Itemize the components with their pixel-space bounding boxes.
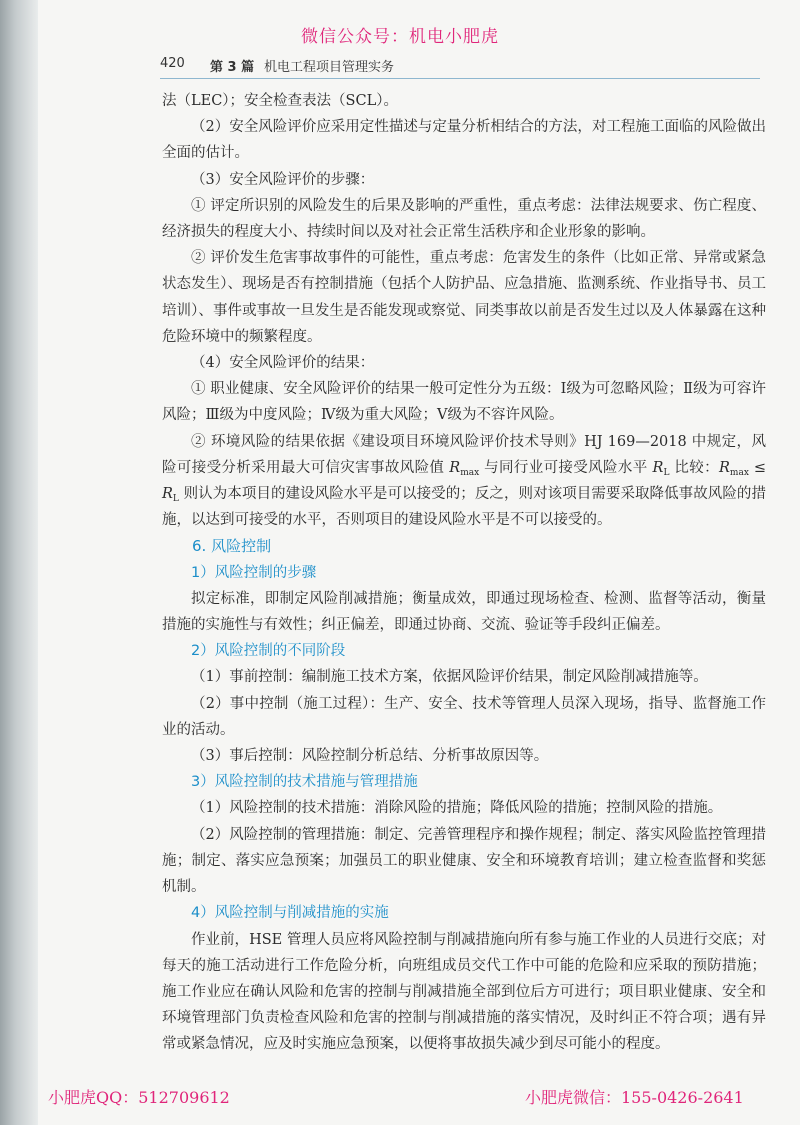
watermark-qq: 小肥虎QQ：512709612 [48, 1088, 230, 1107]
risk-formula-paragraph [162, 429, 766, 534]
text-run: 则认为本项目的建设风险水平是可以接受的；反之，则对该项目需要采取降低事故风险的措施，以达到可接受的水平，否则项目的建设风险水平是不可以接受的。 [162, 486, 766, 529]
paragraph: 作业前，HSE 管理人员应将风险控制与削减措施向所有参与施工作业的人员进行交底；对每天的施工活动进行工作危险分析，向班组成员交代工作中可能的危险和应采取的预防措施；施工作业应在确认风险和危害的控制与削减措施全部到位后方可进行；项目职业健康、安全和环境管理部门负责检查风险和危害的控制与削减措施的落实情况，及时纠正不符合项；遇有异常或紧急情况，应及时实施应急预案，以便将事故损失减少到尽可能小的程度。 [162, 931, 766, 1053]
paragraph: （4）安全风险评价的结果： [191, 355, 375, 372]
section-heading: 6. 风险控制 [192, 537, 272, 556]
var-r: R [719, 459, 730, 476]
text-run: ② 环境风险的结果依据《建设项目环境风险评价技术导则》HJ 169—2018 中规定，风险可接受分析采用最大可信灾害事故风险值 [162, 433, 766, 476]
paragraph: 拟定标准，即制定风险削减措施；衡量成效，即通过现场检查、检测、监督等活动，衡量措施的实施性与有效性；纠正偏差，即通过协商、交流、验证等手段纠正偏差。 [162, 590, 766, 634]
var-r: R [162, 486, 173, 503]
text-run: ≤ [748, 459, 767, 476]
watermark-top: 微信公众号：机电小肥虎 [301, 27, 499, 47]
paragraph: （3）事后控制：风险控制分析总结、分析事故原因等。 [191, 748, 549, 765]
paragraph: （1）风险控制的技术措施：消除风险的措施；降低风险的措施；控制风险的措施。 [191, 800, 723, 817]
chapter-title: 机电工程项目管理实务 [264, 60, 395, 75]
var-r: R [449, 459, 461, 476]
sub-max: max [729, 467, 749, 478]
sub-l: L [172, 494, 179, 505]
var-r: R [652, 459, 664, 476]
paragraph: ② 评价发生危害事故事件的可能性，重点考虑：危害发生的条件（比如正常、异常或紧急状态发生）、现场是否有控制措施（包括个人防护品、应急措施、监测系统、作业指导书、员工培训）、事件或事故一旦发生是否能发现或察觉、同类事故以前是否发生过以及人体暴露在这种危险环境中的频繁程度。 [162, 250, 766, 345]
sub-l: L [663, 467, 670, 478]
watermark-wechat: 小肥虎微信：155-0426-2641 [525, 1088, 744, 1107]
paragraph: ① 评定所识别的风险发生的后果及影响的严重性，重点考虑：法律法规要求、伤亡程度、经济损失的程度大小、持续时间以及对社会正常生活秩序和企业形象的影响。 [162, 197, 766, 241]
page-body [162, 88, 766, 1058]
subsection-heading: 4）风险控制与削减措施的实施 [191, 905, 389, 922]
page-binding-edge [0, 0, 38, 1125]
paragraph: （2）事中控制（施工过程）：生产、安全、技术等管理人员深入现场，指导、监督施工作业的活动。 [162, 695, 766, 738]
paragraph: （2）安全风险评价应采用定性描述与定量分析相结合的方法，对工程施工面临的风险做出全面的估计。 [162, 119, 766, 162]
subsection-heading: 3）风险控制的技术措施与管理措施 [191, 774, 418, 791]
chapter-label: 第 3 篇 [210, 60, 255, 75]
paragraph: （3）安全风险评价的步骤： [191, 171, 375, 188]
subsection-heading: 1）风险控制的步骤 [191, 564, 317, 581]
paragraph: （2）风险控制的管理措施：制定、完善管理程序和操作规程；制定、落实风险监控管理措施；制定、落实应急预案；加强员工的职业健康、安全和环境教育培训；建立检查监督和奖惩机制。 [162, 826, 766, 896]
sub-max: max [460, 467, 480, 478]
running-header [160, 54, 760, 79]
paragraph: （1）事前控制：编制施工技术方案，依据风险评价结果，制定风险削减措施等。 [191, 669, 708, 686]
text-run: 与同行业可接受风险水平 [479, 459, 653, 476]
subsection-heading: 2）风险控制的不同阶段 [191, 643, 346, 660]
text-run: 比较： [669, 459, 719, 476]
paragraph: ① 职业健康、安全风险评价的结果一般可定性分为五级：Ⅰ级为可忽略风险；Ⅱ级为可容许风险；Ⅲ级为中度风险；Ⅳ级为重大风险；Ⅴ级为不容许风险。 [162, 381, 766, 424]
page-number: 420 [160, 56, 185, 71]
paragraph: 法（LEC）；安全检查表法（SCL）。 [162, 93, 398, 109]
